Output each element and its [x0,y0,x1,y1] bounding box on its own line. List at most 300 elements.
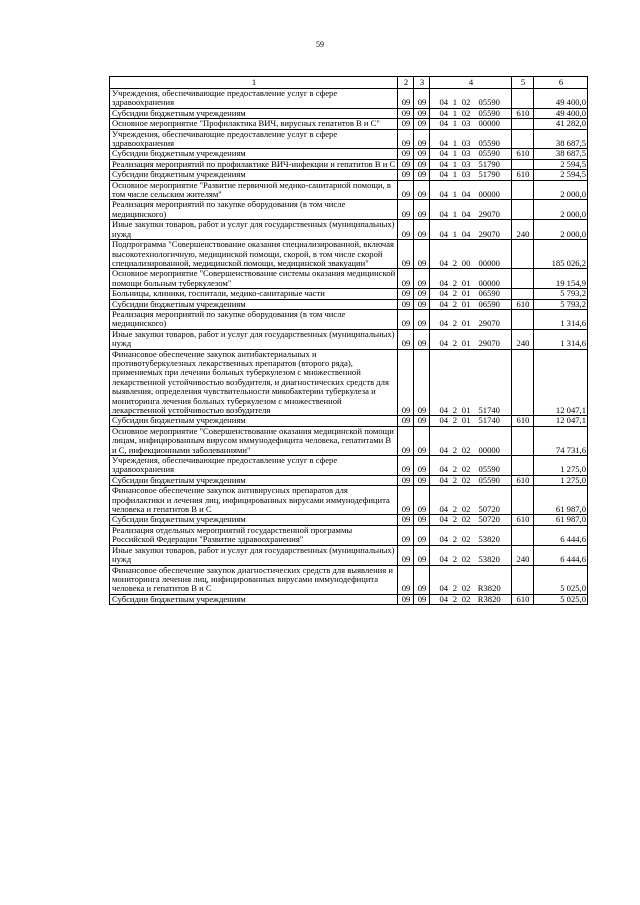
code-part-direction: 00000 [478,189,500,200]
row-amount: 41 282,0 [534,119,588,129]
table-row [110,594,588,604]
code-part-subprogram: 1 [452,189,458,200]
code-part-measure: 01 [461,415,471,426]
row-subsection-code: 09 [414,149,430,159]
code-part-subprogram: 2 [452,594,458,604]
code-part-direction: 51740 [478,415,500,426]
code-part-measure: 03 [461,169,471,180]
row-target-code [430,475,512,485]
row-target-code [430,349,512,416]
table-row [110,565,588,594]
row-amount: 38 687,5 [534,149,588,159]
table-row [110,456,588,476]
row-subsection-code: 09 [414,129,430,149]
code-part-program: 04 [439,299,449,309]
row-target-code [430,149,512,159]
code-part-measure: 04 [461,208,471,219]
row-section-code: 09 [398,565,414,594]
code-part-program: 04 [439,405,449,415]
row-amount: 19 154,9 [534,269,588,289]
row-target-code [430,170,512,180]
row-expense-type [512,180,534,200]
row-subsection-code: 09 [414,475,430,485]
row-section-code: 09 [398,426,414,455]
code-part-subprogram: 2 [452,318,458,329]
column-header: 6 [534,77,588,89]
code-part-subprogram: 1 [452,97,458,108]
row-expense-type [512,309,534,329]
table-row [110,240,588,269]
row-name: Реализация мероприятий по закупке оборудования (в том числе медицинского) [110,200,398,220]
code-part-direction: 51740 [478,405,500,415]
row-section-code: 09 [398,486,414,515]
row-name: Реализация мероприятий по профилактике ВИЧ-инфекции и гепатитов В и С [110,159,398,169]
row-amount: 6 444,6 [534,545,588,565]
row-target-code [430,180,512,200]
row-name: Субсидии бюджетным учреждениям [110,170,398,180]
row-section-code: 09 [398,525,414,545]
code-part-direction: 06590 [478,288,500,299]
row-amount: 1 275,0 [534,475,588,485]
column-header: 2 [398,77,414,89]
row-target-code [430,426,512,455]
row-target-code [430,269,512,289]
row-expense-type: 240 [512,329,534,349]
code-part-subprogram: 2 [452,514,458,525]
row-name: Подпрограмма "Совершенствование оказания специализированной, включая высокотехнологичную, медицинской помощи, скорой, в том числе скорой специализированной, медицинской помощи, медицинской эвакуации" [110,240,398,269]
row-section-code: 09 [398,289,414,299]
row-subsection-code: 09 [414,108,430,118]
row-expense-type [512,426,534,455]
code-part-subprogram: 2 [452,299,458,309]
row-expense-type [512,456,534,476]
code-part-subprogram: 1 [452,108,458,118]
row-subsection-code: 09 [414,89,430,109]
code-part-direction: 53820 [478,534,500,545]
table-row [110,119,588,129]
table-row [110,159,588,169]
code-part-direction: R3820 [477,583,501,594]
code-part-direction: 05590 [478,97,500,108]
row-section-code: 09 [398,159,414,169]
code-part-direction: 51790 [478,169,500,180]
row-amount: 2 000,0 [534,180,588,200]
code-part-program: 04 [439,318,449,329]
row-name: Основное мероприятие "Совершенствование системы оказания медицинской помощи больным туберкулезом" [110,269,398,289]
code-part-program: 04 [439,475,449,485]
code-part-program: 04 [439,138,449,149]
table-row [110,329,588,349]
table-row [110,200,588,220]
row-expense-type [512,525,534,545]
row-amount: 2 594,5 [534,170,588,180]
row-expense-type [512,159,534,169]
row-subsection-code: 09 [414,594,430,604]
code-part-program: 04 [439,514,449,525]
code-part-measure: 04 [461,228,471,239]
row-expense-type: 610 [512,515,534,525]
code-part-subprogram: 2 [452,475,458,485]
row-amount: 5 793,2 [534,299,588,309]
row-subsection-code: 09 [414,426,430,455]
code-part-direction: 05590 [478,138,500,149]
code-part-program: 04 [439,504,449,515]
code-part-program: 04 [439,444,449,455]
row-section-code: 09 [398,299,414,309]
code-part-measure: 03 [461,118,471,129]
row-name: Финансовое обеспечение закупок антивирусных препаратов для профилактики и лечения лиц, инфицированных вирусами иммунодефицита человека и гепатитов В и С [110,486,398,515]
row-subsection-code: 09 [414,456,430,476]
code-part-program: 04 [439,288,449,299]
row-amount: 5 793,2 [534,289,588,299]
code-part-measure: 02 [461,583,471,594]
row-target-code [430,545,512,565]
code-part-subprogram: 1 [452,148,458,159]
row-amount: 38 687,5 [534,129,588,149]
table-row [110,220,588,240]
row-name: Основное мероприятие "Совершенствование оказания медицинской помощи лицам, инфицированным вирусом иммунодефицита человека, гепатитами В и С, инфекционными заболеваниями" [110,426,398,455]
row-amount: 12 047,1 [534,416,588,426]
row-subsection-code: 09 [414,269,430,289]
code-part-direction: 06590 [478,299,500,309]
row-name: Больницы, клиники, госпитали, медико-санитарные части [110,289,398,299]
row-expense-type [512,486,534,515]
code-part-measure: 04 [461,189,471,200]
code-part-subprogram: 2 [452,415,458,426]
row-target-code [430,200,512,220]
row-name: Субсидии бюджетным учреждениям [110,149,398,159]
row-amount: 5 025,0 [534,565,588,594]
row-expense-type: 610 [512,475,534,485]
code-part-program: 04 [439,534,449,545]
row-expense-type [512,289,534,299]
code-part-measure: 01 [461,338,471,349]
row-section-code: 09 [398,200,414,220]
code-part-program: 04 [439,415,449,426]
row-expense-type: 240 [512,220,534,240]
code-part-direction: 29070 [478,318,500,329]
row-section-code: 09 [398,149,414,159]
table-row [110,309,588,329]
code-part-program: 04 [439,108,449,118]
row-subsection-code: 09 [414,329,430,349]
code-part-direction: 51790 [478,159,500,169]
code-part-subprogram: 1 [452,169,458,180]
code-part-direction: 00000 [478,444,500,455]
row-name: Субсидии бюджетным учреждениям [110,594,398,604]
table-row [110,289,588,299]
code-part-direction: 00000 [478,257,500,268]
code-part-subprogram: 1 [452,208,458,219]
code-part-subprogram: 1 [452,159,458,169]
row-target-code [430,456,512,476]
code-part-direction: 05590 [478,475,500,485]
code-part-program: 04 [439,338,449,349]
code-part-direction: 05590 [478,108,500,118]
code-part-measure: 02 [461,514,471,525]
row-subsection-code: 09 [414,525,430,545]
row-name: Иные закупки товаров, работ и услуг для государственных (муниципальных) нужд [110,220,398,240]
code-part-subprogram: 1 [452,118,458,129]
row-section-code: 09 [398,180,414,200]
row-subsection-code: 09 [414,349,430,416]
row-subsection-code: 09 [414,515,430,525]
row-expense-type [512,200,534,220]
row-expense-type: 610 [512,299,534,309]
code-part-subprogram: 2 [452,444,458,455]
column-header: 1 [110,77,398,89]
table-row [110,416,588,426]
row-subsection-code: 09 [414,159,430,169]
row-amount: 49 400,0 [534,89,588,109]
table-row [110,129,588,149]
row-expense-type: 610 [512,149,534,159]
row-expense-type [512,89,534,109]
code-part-measure: 02 [461,554,471,565]
code-part-subprogram: 1 [452,228,458,239]
row-target-code [430,594,512,604]
row-section-code: 09 [398,309,414,329]
row-name: Субсидии бюджетным учреждениям [110,108,398,118]
table-row [110,170,588,180]
row-expense-type: 610 [512,108,534,118]
table-row [110,515,588,525]
code-part-direction: 50720 [478,504,500,515]
code-part-measure: 01 [461,299,471,309]
table-row [110,108,588,118]
row-target-code [430,329,512,349]
row-name: Субсидии бюджетным учреждениям [110,416,398,426]
code-part-subprogram: 1 [452,138,458,149]
code-part-measure: 00 [461,257,471,268]
code-part-program: 04 [439,554,449,565]
column-header: 4 [430,77,512,89]
code-part-direction: 00000 [478,277,500,288]
code-part-measure: 01 [461,318,471,329]
row-subsection-code: 09 [414,416,430,426]
row-section-code: 09 [398,475,414,485]
row-target-code [430,159,512,169]
row-target-code [430,108,512,118]
row-target-code [430,289,512,299]
row-target-code [430,565,512,594]
row-section-code: 09 [398,456,414,476]
row-name: Финансовое обеспечение закупок диагностических средств для выявления и мониторинга лечения лиц, инфицированных вирусами иммунодефицита человека и гепатитов В и С [110,565,398,594]
column-header: 5 [512,77,534,89]
row-section-code: 09 [398,220,414,240]
code-part-direction: 29070 [478,228,500,239]
code-part-program: 04 [439,159,449,169]
row-amount: 49 400,0 [534,108,588,118]
code-part-program: 04 [439,118,449,129]
table-row [110,149,588,159]
code-part-program: 04 [439,169,449,180]
row-amount: 2 000,0 [534,200,588,220]
code-part-direction: 29070 [478,338,500,349]
code-part-direction: 29070 [478,208,500,219]
row-expense-type: 240 [512,545,534,565]
row-expense-type [512,349,534,416]
row-name: Субсидии бюджетным учреждениям [110,475,398,485]
table-row [110,89,588,109]
row-expense-type [512,119,534,129]
row-subsection-code: 09 [414,220,430,240]
row-target-code [430,220,512,240]
row-target-code [430,240,512,269]
code-part-program: 04 [439,594,449,604]
code-part-direction: 05590 [478,464,500,475]
row-subsection-code: 09 [414,299,430,309]
table-body [110,89,588,605]
row-target-code [430,129,512,149]
code-part-subprogram: 2 [452,338,458,349]
row-name: Реализация мероприятий по закупке оборудования (в том числе медицинского) [110,309,398,329]
row-name: Реализация отдельных мероприятий государственной программы Российской Федерации "Развитие здравоохранения" [110,525,398,545]
code-part-subprogram: 2 [452,583,458,594]
code-part-program: 04 [439,583,449,594]
code-part-subprogram: 2 [452,257,458,268]
row-name: Субсидии бюджетным учреждениям [110,515,398,525]
code-part-measure: 02 [461,97,471,108]
table-header-row [110,77,588,89]
row-amount: 1 314,6 [534,309,588,329]
row-target-code [430,486,512,515]
row-section-code: 09 [398,129,414,149]
row-amount: 1 314,6 [534,329,588,349]
row-section-code: 09 [398,329,414,349]
row-target-code [430,416,512,426]
row-amount: 1 275,0 [534,456,588,476]
code-part-program: 04 [439,228,449,239]
code-part-measure: 02 [461,534,471,545]
table-row [110,269,588,289]
code-part-measure: 01 [461,288,471,299]
code-part-program: 04 [439,464,449,475]
row-section-code: 09 [398,269,414,289]
code-part-measure: 02 [461,444,471,455]
row-amount: 5 025,0 [534,594,588,604]
code-part-measure: 02 [461,475,471,485]
row-target-code [430,299,512,309]
row-subsection-code: 09 [414,545,430,565]
row-subsection-code: 09 [414,240,430,269]
row-target-code [430,515,512,525]
row-expense-type [512,240,534,269]
row-name: Учреждения, обеспечивающие предоставление услуг в сфере здравоохранения [110,89,398,109]
code-part-direction: 53820 [478,554,500,565]
row-name: Иные закупки товаров, работ и услуг для государственных (муниципальных) нужд [110,329,398,349]
row-section-code: 09 [398,545,414,565]
row-section-code: 09 [398,170,414,180]
table-row [110,299,588,309]
code-part-measure: 03 [461,159,471,169]
code-part-measure: 02 [461,594,471,604]
table-row [110,486,588,515]
table-row [110,475,588,485]
row-name: Учреждения, обеспечивающие предоставление услуг в сфере здравоохранения [110,129,398,149]
page-number: 59 [316,40,324,49]
code-part-subprogram: 2 [452,464,458,475]
code-part-measure: 02 [461,504,471,515]
code-part-program: 04 [439,148,449,159]
column-header: 3 [414,77,430,89]
table-row [110,426,588,455]
row-subsection-code: 09 [414,565,430,594]
row-section-code: 09 [398,594,414,604]
row-amount: 2 000,0 [534,220,588,240]
row-expense-type [512,129,534,149]
row-amount: 6 444,6 [534,525,588,545]
row-amount: 61 987,0 [534,515,588,525]
budget-table [109,76,588,605]
row-target-code [430,119,512,129]
table-row [110,545,588,565]
row-name: Субсидии бюджетным учреждениям [110,299,398,309]
code-part-program: 04 [439,189,449,200]
code-part-measure: 03 [461,138,471,149]
code-part-subprogram: 2 [452,504,458,515]
row-section-code: 09 [398,108,414,118]
row-subsection-code: 09 [414,309,430,329]
row-expense-type: 610 [512,170,534,180]
table-row [110,349,588,416]
code-part-direction: 50720 [478,514,500,525]
row-section-code: 09 [398,349,414,416]
row-expense-type [512,269,534,289]
row-subsection-code: 09 [414,200,430,220]
row-expense-type: 610 [512,594,534,604]
row-target-code [430,525,512,545]
row-target-code [430,89,512,109]
row-name: Финансовое обеспечение закупок антибактериальных и противотуберкулезных лекарственных препаратов (второго ряда), применяемых при лечении больных туберкулезом с множественной лекарственной устойчивостью возбудителя, и диагностических средств для выявления, определения чувствительности микобактерии туберкулеза и мониторинга лечения больных туберкулезом с множественной лекарственной устойчивостью возбудителя [110,349,398,416]
code-part-direction: 05590 [478,148,500,159]
row-amount: 12 047,1 [534,349,588,416]
row-subsection-code: 09 [414,119,430,129]
row-section-code: 09 [398,515,414,525]
code-part-measure: 02 [461,108,471,118]
row-target-code [430,309,512,329]
code-part-direction: R3820 [477,594,501,604]
row-amount: 61 987,0 [534,486,588,515]
row-name: Иные закупки товаров, работ и услуг для государственных (муниципальных) нужд [110,545,398,565]
code-part-measure: 01 [461,405,471,415]
code-part-direction: 00000 [478,118,500,129]
row-name: Основное мероприятие "Профилактика ВИЧ, вирусных гепатитов В и С" [110,119,398,129]
code-part-subprogram: 2 [452,534,458,545]
row-section-code: 09 [398,240,414,269]
code-part-subprogram: 2 [452,405,458,415]
row-subsection-code: 09 [414,289,430,299]
code-part-program: 04 [439,257,449,268]
row-name: Основное мероприятие "Развитие первичной медико-санитарной помощи, в том числе сельским жителям" [110,180,398,200]
code-part-measure: 03 [461,148,471,159]
code-part-subprogram: 2 [452,554,458,565]
table-row [110,180,588,200]
code-part-program: 04 [439,277,449,288]
row-section-code: 09 [398,119,414,129]
row-amount: 74 731,6 [534,426,588,455]
row-subsection-code: 09 [414,486,430,515]
code-part-program: 04 [439,208,449,219]
row-subsection-code: 09 [414,170,430,180]
row-name: Учреждения, обеспечивающие предоставление услуг в сфере здравоохранения [110,456,398,476]
row-amount: 185 026,2 [534,240,588,269]
row-expense-type: 610 [512,416,534,426]
row-section-code: 09 [398,89,414,109]
row-amount: 2 594,5 [534,159,588,169]
row-expense-type [512,565,534,594]
code-part-subprogram: 2 [452,288,458,299]
